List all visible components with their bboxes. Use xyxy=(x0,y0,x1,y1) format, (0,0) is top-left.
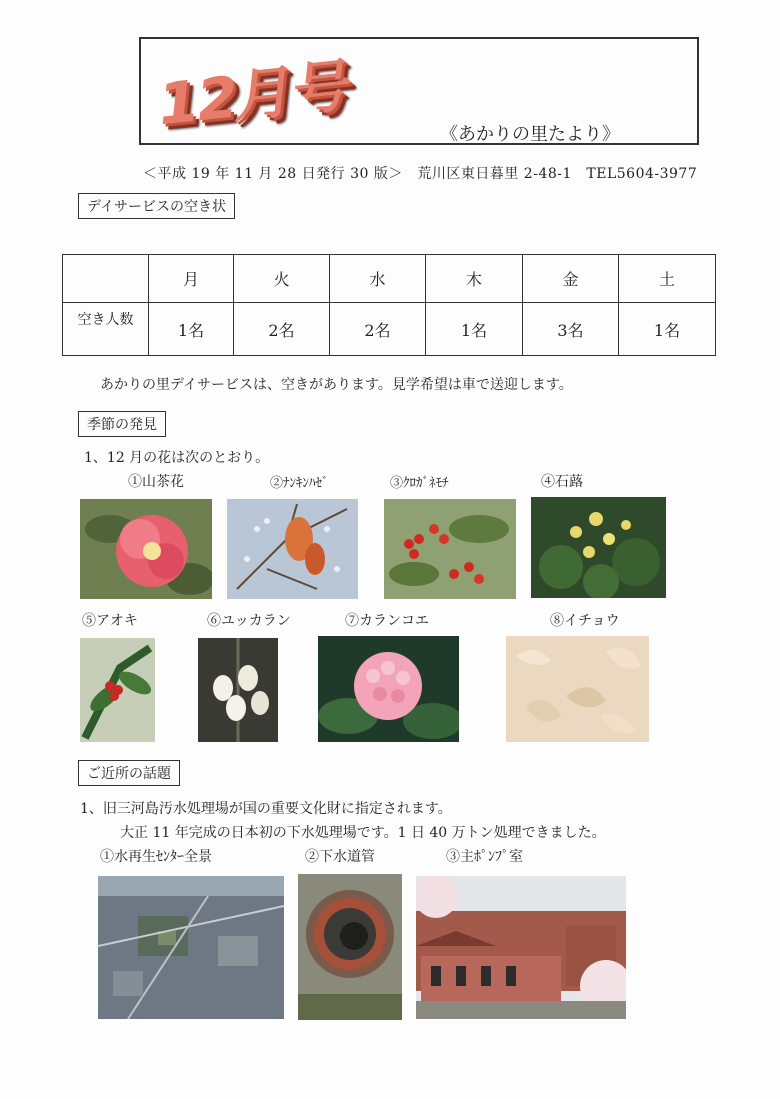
row-label: 空き人数 xyxy=(63,303,149,356)
neighborhood-item-detail: 大正 11 年完成の日本初の下水処理場です。1 日 40 万トン処理できました。 xyxy=(120,825,606,841)
photo-caption: ③主ﾎﾟﾝﾌﾟ室 xyxy=(446,849,523,865)
count-cell: 2名 xyxy=(234,303,330,356)
aoki-photo xyxy=(80,638,155,742)
availability-note: あかりの里デイサービスは、空きがあります。見学希望は車で送迎します。 xyxy=(100,377,573,393)
neighborhood-item-title: 1、旧三河島汚水処理場が国の重要文化財に指定されます。 xyxy=(80,801,452,817)
table-corner-cell xyxy=(63,255,149,303)
flower-caption: ⑧イチョウ xyxy=(550,613,620,629)
count-cell: 2名 xyxy=(330,303,426,356)
flower-caption: ②ﾅﾝｷﾝﾊｾﾞ xyxy=(270,476,329,491)
day-header: 土 xyxy=(619,255,716,303)
day-header: 火 xyxy=(234,255,330,303)
publication-line: ＜平成 19 年 11 月 28 日発行 30 版＞ 荒川区東日暮里 2-48-1 TEL5604-3977 xyxy=(143,166,698,182)
nankinhaze-photo xyxy=(227,499,358,599)
table-row xyxy=(63,303,716,356)
camellia-photo xyxy=(80,499,212,599)
count-cell: 1名 xyxy=(619,303,716,356)
kurogane-mochi-photo xyxy=(384,499,516,599)
season-intro: 1、12 月の花は次のとおり。 xyxy=(84,450,270,466)
availability-section-label: デイサービスの空き状 xyxy=(78,193,235,219)
count-cell: 3名 xyxy=(523,303,619,356)
kalanchoe-photo xyxy=(318,636,459,742)
day-header: 水 xyxy=(330,255,426,303)
neighborhood-section-label: ご近所の話題 xyxy=(78,760,180,786)
newsletter-name: 《あかりの里たより》 xyxy=(440,124,620,145)
yucca-photo xyxy=(198,638,278,742)
flower-caption: ③ｸﾛｶﾞﾈﾓﾁ xyxy=(390,476,449,491)
flower-caption: ④石蕗 xyxy=(541,474,583,490)
day-header: 金 xyxy=(523,255,619,303)
season-section-label: 季節の発見 xyxy=(78,411,166,437)
day-header: 月 xyxy=(149,255,234,303)
day-header: 木 xyxy=(426,255,523,303)
count-cell: 1名 xyxy=(426,303,523,356)
aerial-view-photo xyxy=(98,876,284,1019)
flower-caption: ①山茶花 xyxy=(128,474,184,490)
pump-room-photo xyxy=(416,876,626,1019)
sewer-pipe-photo xyxy=(298,874,402,1020)
flower-caption: ⑦カランコエ xyxy=(345,613,429,629)
count-cell: 1名 xyxy=(149,303,234,356)
flower-caption: ⑤アオキ xyxy=(82,613,138,629)
photo-caption: ②下水道管 xyxy=(305,849,375,865)
ginkgo-photo xyxy=(506,636,649,742)
photo-caption: ①水再生ｾﾝﾀｰ全景 xyxy=(100,849,212,865)
tsuwabuki-photo xyxy=(531,497,666,598)
flower-caption: ⑥ユッカラン xyxy=(207,613,291,629)
table-row xyxy=(63,255,716,303)
issue-title: 12月号 xyxy=(154,51,354,139)
availability-table xyxy=(62,254,716,356)
